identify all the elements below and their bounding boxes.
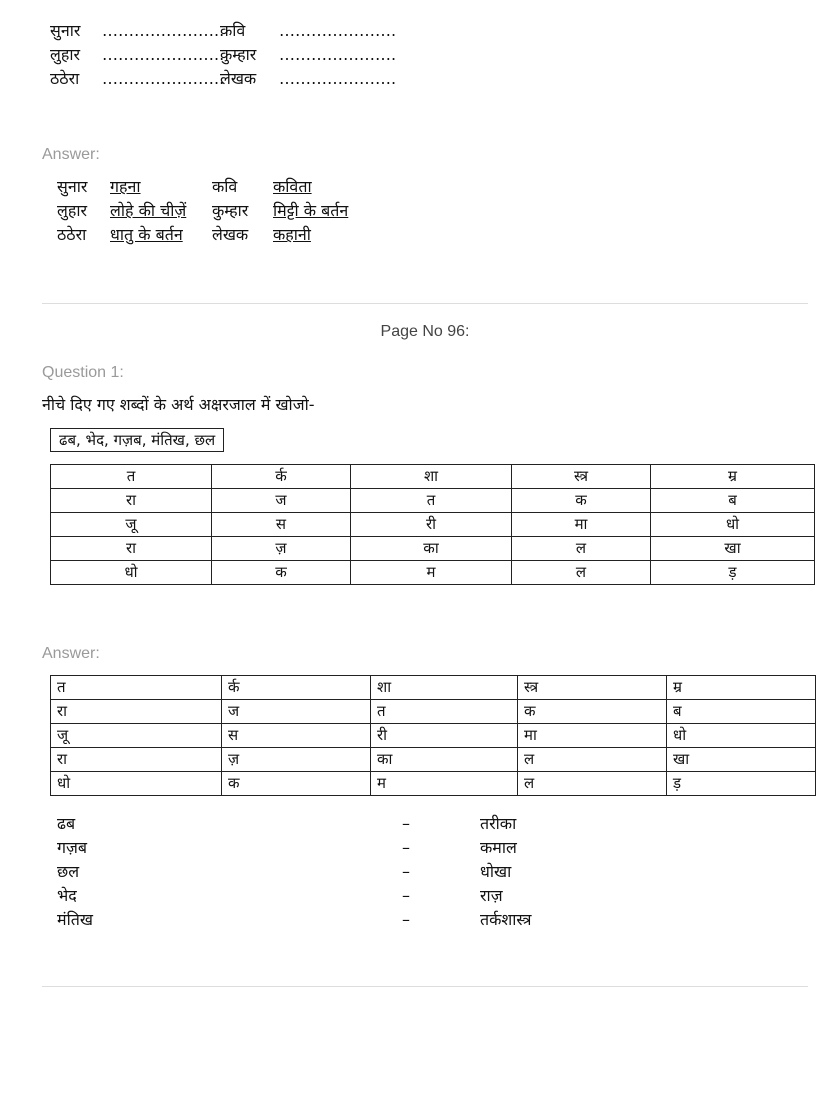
meaning-dash: – (402, 886, 410, 905)
section-divider (42, 303, 808, 304)
grid-cell: री (371, 724, 518, 748)
grid-cell: ज़ (212, 537, 351, 561)
meaning-dash: – (402, 862, 410, 881)
word: कुम्हार (212, 201, 249, 220)
word: कवि (220, 21, 246, 40)
word: ठठेरा (57, 225, 87, 244)
grid-row (51, 489, 815, 513)
answer-letter-grid (50, 675, 816, 796)
grid-cell: म्र (667, 676, 816, 700)
grid-cell: रा (51, 700, 222, 724)
answer-text: कविता (273, 177, 312, 196)
grid-cell: खा (651, 537, 815, 561)
grid-cell: रा (51, 537, 212, 561)
blank-line: ………………….. (102, 21, 225, 40)
grid-row (51, 465, 815, 489)
grid-cell: ज (212, 489, 351, 513)
grid-row (51, 700, 816, 724)
word: कवि (212, 177, 238, 196)
grid-cell: र्क (212, 465, 351, 489)
grid-cell: ल (518, 748, 667, 772)
grid-cell: ब (651, 489, 815, 513)
grid-cell: त (371, 700, 518, 724)
grid-cell: धो (51, 772, 222, 796)
grid-cell: जू (51, 513, 212, 537)
blank-line: …………………. (279, 69, 397, 88)
grid-row (51, 513, 815, 537)
grid-row (51, 724, 816, 748)
grid-cell: का (351, 537, 512, 561)
word: लुहार (57, 201, 88, 220)
answer-text: गहना (110, 177, 141, 196)
grid-cell: क (518, 700, 667, 724)
meaning-text: राज़ (480, 886, 503, 905)
grid-row (51, 676, 816, 700)
grid-cell: ड़ (651, 561, 815, 585)
meaning-text: धोखा (480, 862, 512, 881)
section-divider (42, 986, 808, 987)
meaning-word: भेद (57, 886, 77, 905)
grid-cell: त (51, 676, 222, 700)
meaning-dash: – (402, 814, 410, 833)
grid-cell: धो (667, 724, 816, 748)
meaning-dash: – (402, 910, 410, 929)
answer-text: लोहे की चीज़ें (110, 201, 187, 220)
grid-cell: का (371, 748, 518, 772)
word: सुनार (57, 177, 88, 196)
grid-cell: खा (667, 748, 816, 772)
grid-row (51, 537, 815, 561)
word: कुम्हार (220, 45, 257, 64)
letter-grid (50, 464, 815, 585)
grid-cell: धो (651, 513, 815, 537)
grid-cell: स (222, 724, 371, 748)
grid-cell: ज (222, 700, 371, 724)
question-label: Question 1: (42, 364, 124, 381)
word: सुनार (50, 21, 81, 40)
blank-line: ………………….. (102, 45, 225, 64)
grid-cell: री (351, 513, 512, 537)
question-prompt: नीचे दिए गए शब्दों के अर्थ अक्षरजाल में खोजो- (42, 395, 315, 414)
word-box: ढब, भेद, गज़ब, मंतिख, छल (50, 428, 224, 452)
meaning-text: कमाल (480, 838, 517, 857)
grid-cell: ल (512, 537, 651, 561)
blank-line: ………………….. (102, 69, 225, 88)
word: ठठेरा (50, 69, 80, 88)
grid-cell: ब (667, 700, 816, 724)
grid-cell: म (351, 561, 512, 585)
grid-cell: क (512, 489, 651, 513)
grid-cell: म (371, 772, 518, 796)
answer-label: Answer: (42, 645, 100, 662)
grid-cell: ज़ (222, 748, 371, 772)
grid-cell: स (212, 513, 351, 537)
meaning-dash: – (402, 838, 410, 857)
answer-text: मिट्टी के बर्तन (273, 201, 349, 220)
meaning-word: ढब (57, 814, 76, 833)
grid-cell: स्त्र (512, 465, 651, 489)
grid-cell: ड़ (667, 772, 816, 796)
grid-cell: क (222, 772, 371, 796)
grid-cell: मा (512, 513, 651, 537)
word: लुहार (50, 45, 81, 64)
grid-cell: त (351, 489, 512, 513)
grid-cell: जू (51, 724, 222, 748)
grid-cell: शा (371, 676, 518, 700)
grid-cell: ल (512, 561, 651, 585)
grid-cell: धो (51, 561, 212, 585)
answer-text: कहानी (273, 225, 311, 244)
grid-cell: रा (51, 489, 212, 513)
word: लेखक (212, 225, 249, 244)
answer-label: Answer: (42, 146, 100, 163)
grid-cell: स्त्र (518, 676, 667, 700)
word: लेखक (220, 69, 257, 88)
grid-cell: क (212, 561, 351, 585)
page-number: Page No 96: (380, 323, 470, 340)
grid-cell: शा (351, 465, 512, 489)
meaning-text: तरीका (480, 814, 517, 833)
meaning-text: तर्कशास्त्र (480, 910, 532, 929)
answer-text: धातु के बर्तन (110, 225, 183, 244)
grid-row (51, 748, 816, 772)
meaning-word: छल (57, 862, 80, 881)
grid-row (51, 561, 815, 585)
grid-cell: त (51, 465, 212, 489)
meaning-word: गज़ब (57, 838, 88, 857)
meaning-word: मंतिख (57, 910, 93, 929)
grid-cell: म्र (651, 465, 815, 489)
blank-line: …………………. (279, 45, 397, 64)
grid-row (51, 772, 816, 796)
grid-cell: मा (518, 724, 667, 748)
grid-cell: रा (51, 748, 222, 772)
grid-cell: ल (518, 772, 667, 796)
grid-cell: र्क (222, 676, 371, 700)
blank-line: …………………. (279, 21, 397, 40)
